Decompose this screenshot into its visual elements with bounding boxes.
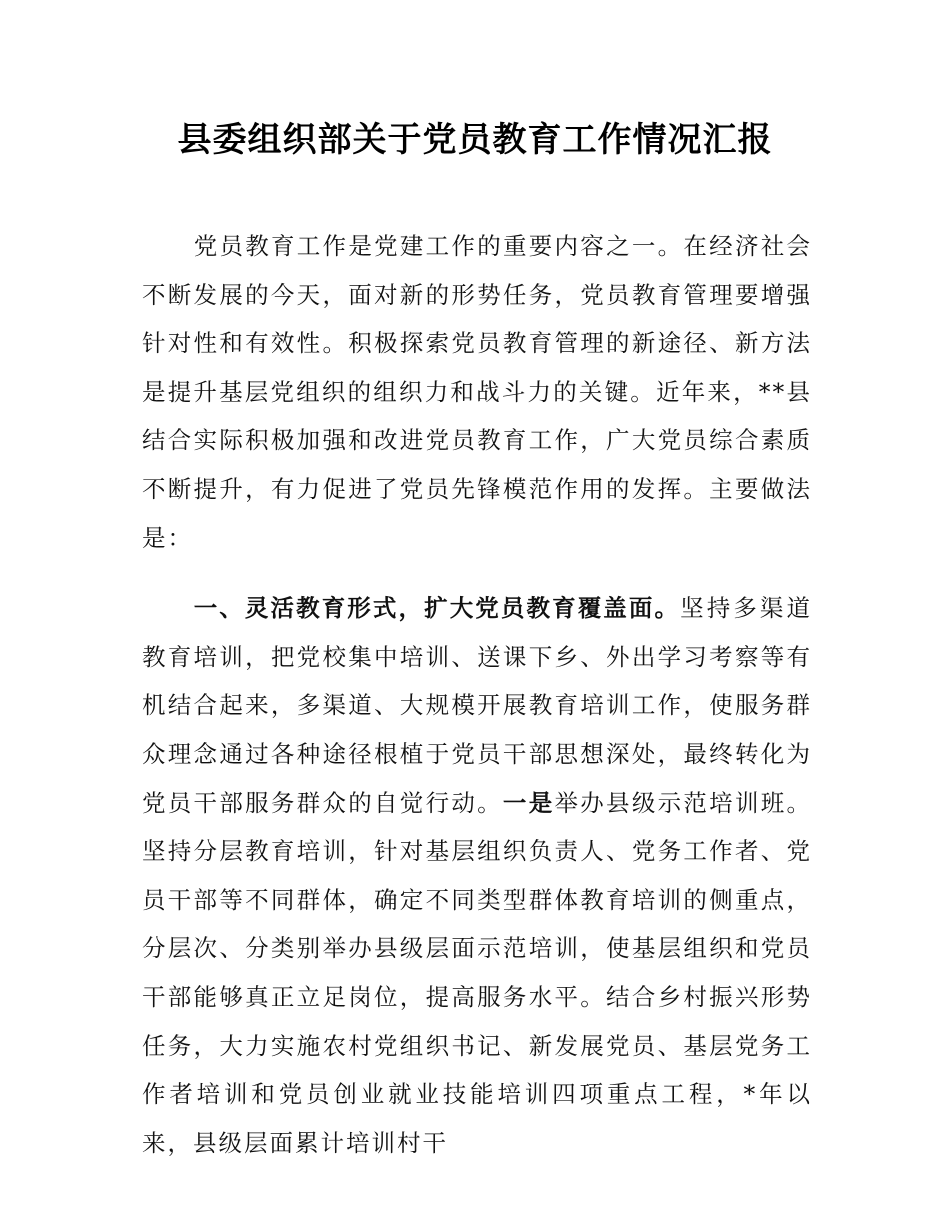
- intro-paragraph: 党员教育工作是党建工作的重要内容之一。在经济社会不断发展的今天，面对新的形势任务，党员教育管理要增强针对性和有效性。积极探索党员教育管理的新途径、新方法是提升基层党组织的组织力和战斗力的关键。近年来，**县结合实际积极加强和改进党员教育工作，广大党员综合素质不断提升，有力促进了党员先锋模范作用的发挥。主要做法是：: [142, 232, 812, 552]
- section-1-paragraph: [142, 584, 812, 1167]
- document-title: 县委组织部关于党员教育工作情况汇报: [177, 120, 773, 160]
- section-1-text-a: 坚持多渠道教育培训，把党校集中培训、送课下乡、外出学习考察等有机结合起来，多渠道、大规模开展教育培训工作，使服务群众理念通过各种途径根植于党员干部思想深处，最终转化为党员干部服务群众的自觉行动。: [142, 594, 813, 817]
- section-1-heading: 一、灵活教育形式，扩大党员教育覆盖面。: [193, 594, 681, 623]
- document-body: [142, 222, 812, 1167]
- section-1-text-b: 举办县级示范培训班。坚持分层教育培训，针对基层组织负责人、党务工作者、党员干部等不同群体，确定不同类型群体教育培训的侧重点，分层次、分类别举办县级层面示范培训，使基层组织和党员干部能够真正立足岗位，提高服务水平。结合乡村振兴形势任务，大力实施农村党组织书记、新发展党员、基层党务工作者培训和党员创业就业技能培训四项重点工程，*年以来，县级层面累计培训村干: [142, 788, 813, 1157]
- section-1-point-label: 一是: [502, 788, 555, 817]
